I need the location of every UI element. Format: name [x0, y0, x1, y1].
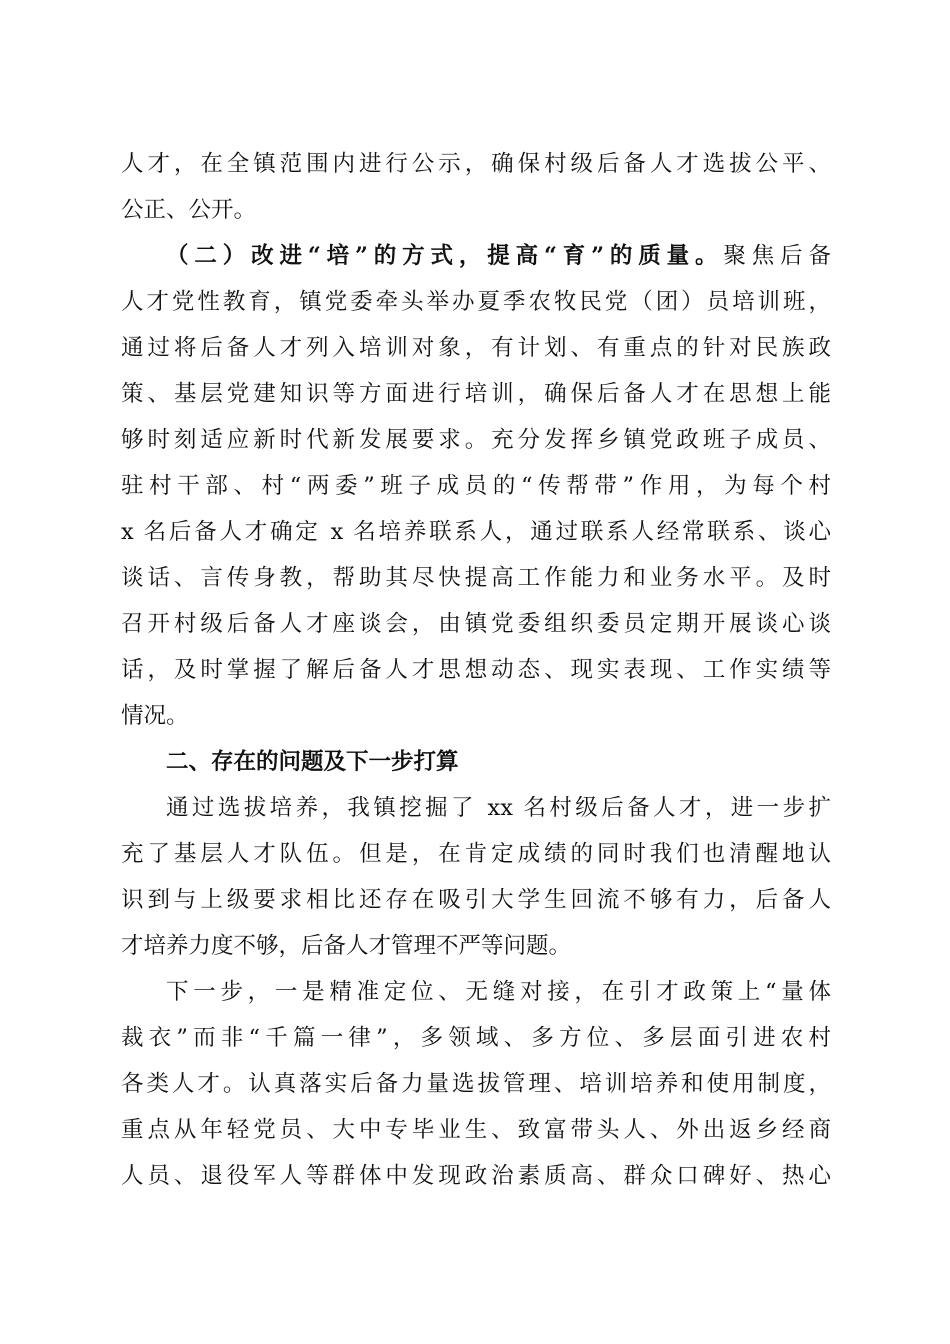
paragraph-2-line-1: [166, 233, 831, 280]
paragraph-4-line-5: 人员、退役军人等群体中发现政治素质高、群众口碑好、热心: [121, 1163, 831, 1189]
paragraph-3-line-3: 识到与上级要求相比还存在吸引大学生回流不够有力，后备人: [121, 887, 831, 913]
paragraph-2-line-6: 驻村干部、村“两委”班子成员的“传帮带”作用，为每个村: [121, 473, 831, 499]
paragraph-1-line-1: 人才，在全镇范围内进行公示，确保村级后备人才选拔公平、: [121, 151, 831, 177]
paragraph-3-line-4: 才培养力度不够，后备人才管理不严等问题。: [121, 933, 572, 959]
paragraph-2-line-11: 情况。: [121, 703, 189, 729]
paragraph-2-line-7: x 名后备人才确定 x 名培养联系人，通过联系人经常联系、谈心: [121, 519, 831, 545]
paragraph-2-line-8: 谈话、言传身教，帮助其尽快提高工作能力和业务水平。及时: [121, 565, 831, 591]
paragraph-3-line-1: 通过选拔培养，我镇挖掘了 xx 名村级后备人才，进一步扩: [166, 795, 831, 821]
paragraph-2-line-1-text: 聚焦后备: [723, 243, 831, 269]
paragraph-4-line-3: 各类人才。认真落实后备力量选拔管理、培训培养和使用制度，: [121, 1071, 831, 1097]
paragraph-2-line-9: 召开村级后备人才座谈会，由镇党委组织委员定期开展谈心谈: [121, 611, 831, 637]
subsection-heading: （二）改进“培”的方式，提高“育”的质量。: [166, 243, 724, 269]
paragraph-1-line-2: 公正、公开。: [121, 197, 257, 223]
paragraph-2-line-5: 够时刻适应新时代新发展要求。充分发挥乡镇党政班子成员、: [121, 427, 831, 453]
paragraph-2-line-2: 人才党性教育，镇党委牵头举办夏季农牧民党（团）员培训班，: [121, 289, 831, 315]
paragraph-2-line-4: 策、基层党建知识等方面进行培训，确保后备人才在思想上能: [121, 381, 831, 407]
paragraph-4-line-4: 重点从年轻党员、大中专毕业生、致富带头人、外出返乡经商: [121, 1117, 831, 1143]
paragraph-2-line-3: 通过将后备人才列入培训对象，有计划、有重点的针对民族政: [121, 335, 831, 361]
paragraph-4-line-1: 下一步，一是精准定位、无缝对接，在引才政策上“量体: [166, 979, 831, 1005]
paragraph-2-line-10: 话，及时掌握了解后备人才思想动态、现实表现、工作实绩等: [121, 657, 831, 683]
paragraph-4-line-2: 裁衣”而非“千篇一律”，多领域、多方位、多层面引进农村: [121, 1025, 831, 1051]
paragraph-3-line-2: 充了基层人才队伍。但是，在肯定成绩的同时我们也清醒地认: [121, 841, 831, 867]
section-heading: 二、存在的问题及下一步打算: [166, 749, 459, 775]
